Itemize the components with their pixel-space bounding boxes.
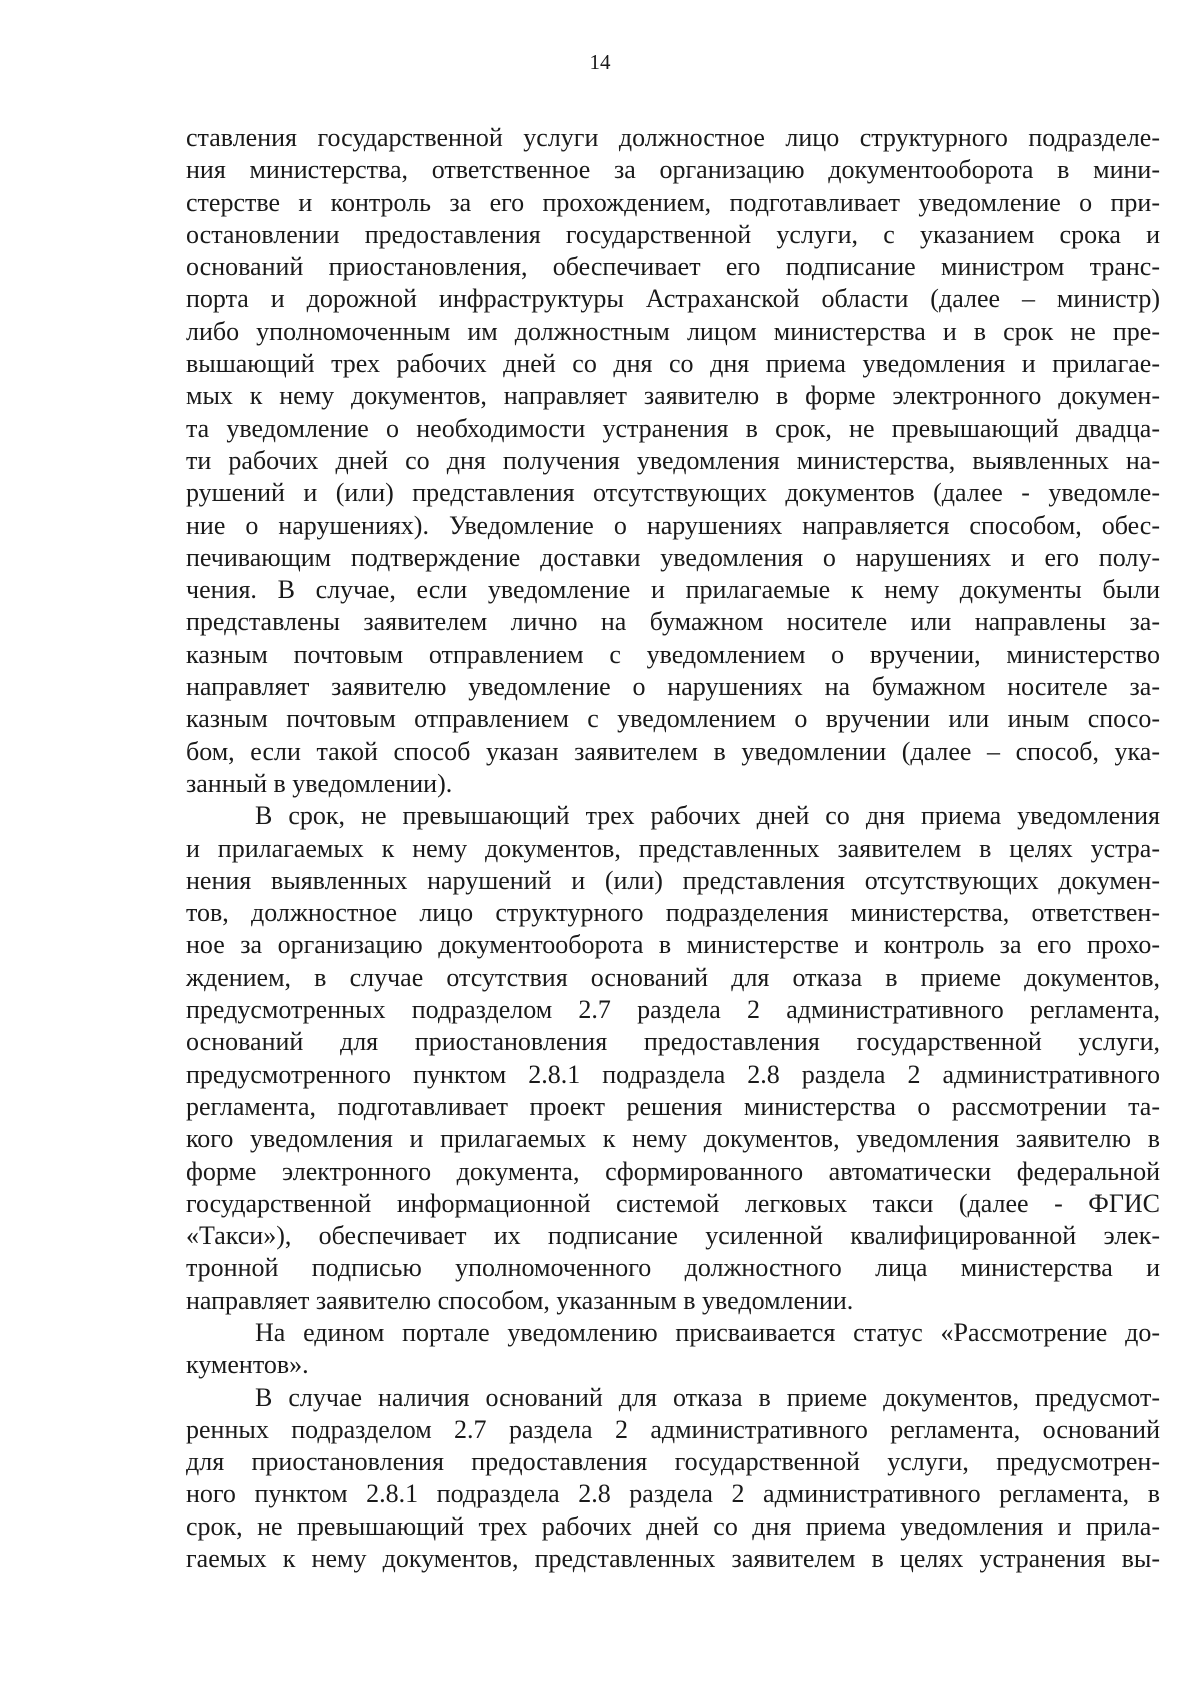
text-line: ного пунктом 2.8.1 подраздела 2.8 раздела 2 административного регламента, в: [186, 1479, 1160, 1509]
paragraph: [186, 122, 1160, 800]
text-line: казным почтовым отправлением с уведомлением о вручении или иным спосо-: [186, 704, 1160, 734]
text-line: ти рабочих дней со дня получения уведомления министерства, выявленных на-: [186, 445, 1160, 475]
text-line: ния министерства, ответственное за организацию документооборота в мини-: [186, 155, 1160, 185]
text-line: нения выявленных нарушений и (или) представления отсутствующих докумен-: [186, 865, 1160, 895]
document-body: [186, 122, 1160, 1575]
text-line: предусмотренного пунктом 2.8.1 подраздела 2.8 раздела 2 административного: [186, 1059, 1160, 1089]
text-line: государственной информационной системой легковых такси (далее - ФГИС: [186, 1188, 1160, 1218]
paragraph: [186, 1317, 1160, 1382]
page-number: 14: [589, 50, 611, 74]
text-line: бом, если такой способ указан заявителем в уведомлении (далее – способ, ука-: [186, 736, 1160, 766]
text-line: направляет заявителю уведомление о нарушениях на бумажном носителе за-: [186, 672, 1160, 702]
text-line: В срок, не превышающий трех рабочих дней со дня приема уведомления: [255, 801, 1160, 831]
text-line: На едином портале уведомлению присваивается статус «Рассмотрение до-: [255, 1317, 1160, 1347]
text-line: ренных подразделом 2.7 раздела 2 административного регламента, оснований: [186, 1414, 1160, 1444]
text-line: представлены заявителем лично на бумажном носителе или направлены за-: [186, 607, 1160, 637]
text-line: та уведомление о необходимости устранения в срок, не превышающий двадца-: [186, 413, 1160, 443]
text-line: тронной подписью уполномоченного должностного лица министерства и: [186, 1253, 1160, 1283]
text-line: ние о нарушениях). Уведомление о нарушениях направляется способом, обес-: [186, 510, 1160, 540]
text-line: остановлении предоставления государственной услуги, с указанием срока и: [186, 219, 1160, 249]
text-line: казным почтовым отправлением с уведомлением о вручении, министерство: [186, 639, 1160, 669]
text-line: гаемых к нему документов, представленных заявителем в целях устранения вы-: [186, 1544, 1160, 1574]
text-line: рушений и (или) представления отсутствующих документов (далее - уведомле-: [186, 478, 1160, 508]
text-line: занный в уведомлении).: [186, 768, 453, 798]
text-line: оснований для приостановления предоставления государственной услуги,: [186, 1027, 1160, 1057]
text-line: стерстве и контроль за его прохождением, подготавливает уведомление о при-: [186, 187, 1160, 217]
text-line: чения. В случае, если уведомление и прилагаемые к нему документы были: [186, 575, 1160, 605]
text-line: мых к нему документов, направляет заявителю в форме электронного докумен-: [186, 381, 1160, 411]
text-line: «Такси»), обеспечивает их подписание усиленной квалифицированной элек-: [186, 1221, 1160, 1251]
text-line: порта и дорожной инфраструктуры Астраханской области (далее – министр): [186, 284, 1160, 314]
text-line: срок, не превышающий трех рабочих дней со дня приема уведомления и прила-: [186, 1511, 1160, 1541]
paragraph: [186, 1382, 1160, 1576]
text-line: оснований приостановления, обеспечивает его подписание министром транс-: [186, 252, 1160, 282]
text-line: кого уведомления и прилагаемых к нему документов, уведомления заявителю в: [186, 1124, 1160, 1154]
text-line: и прилагаемых к нему документов, представленных заявителем в целях устра-: [186, 833, 1160, 863]
text-line: В случае наличия оснований для отказа в приеме документов, предусмот-: [255, 1382, 1160, 1412]
text-line: ставления государственной услуги должностное лицо структурного подразделе-: [186, 123, 1160, 152]
paragraph: [186, 800, 1160, 1317]
text-line: тов, должностное лицо структурного подразделения министерства, ответствен-: [186, 898, 1160, 928]
text-line: кументов».: [186, 1350, 309, 1380]
text-line: регламента, подготавливает проект решения министерства о рассмотрении та-: [186, 1091, 1160, 1121]
text-line: ное за организацию документооборота в министерстве и контроль за его прохо-: [186, 930, 1160, 960]
text-line: предусмотренных подразделом 2.7 раздела 2 административного регламента,: [186, 995, 1160, 1025]
text-line: направляет заявителю способом, указанным в уведомлении.: [186, 1285, 854, 1315]
text-line: печивающим подтверждение доставки уведомления о нарушениях и его полу-: [186, 542, 1160, 572]
text-line: вышающий трех рабочих дней со дня со дня приема уведомления и прилагае-: [186, 349, 1160, 379]
text-line: либо уполномоченным им должностным лицом министерства и в срок не пре-: [186, 316, 1160, 346]
text-line: ждением, в случае отсутствия оснований для отказа в приеме документов,: [186, 962, 1160, 992]
text-line: форме электронного документа, сформированного автоматически федеральной: [186, 1156, 1160, 1186]
text-line: для приостановления предоставления государственной услуги, предусмотрен-: [186, 1447, 1160, 1477]
